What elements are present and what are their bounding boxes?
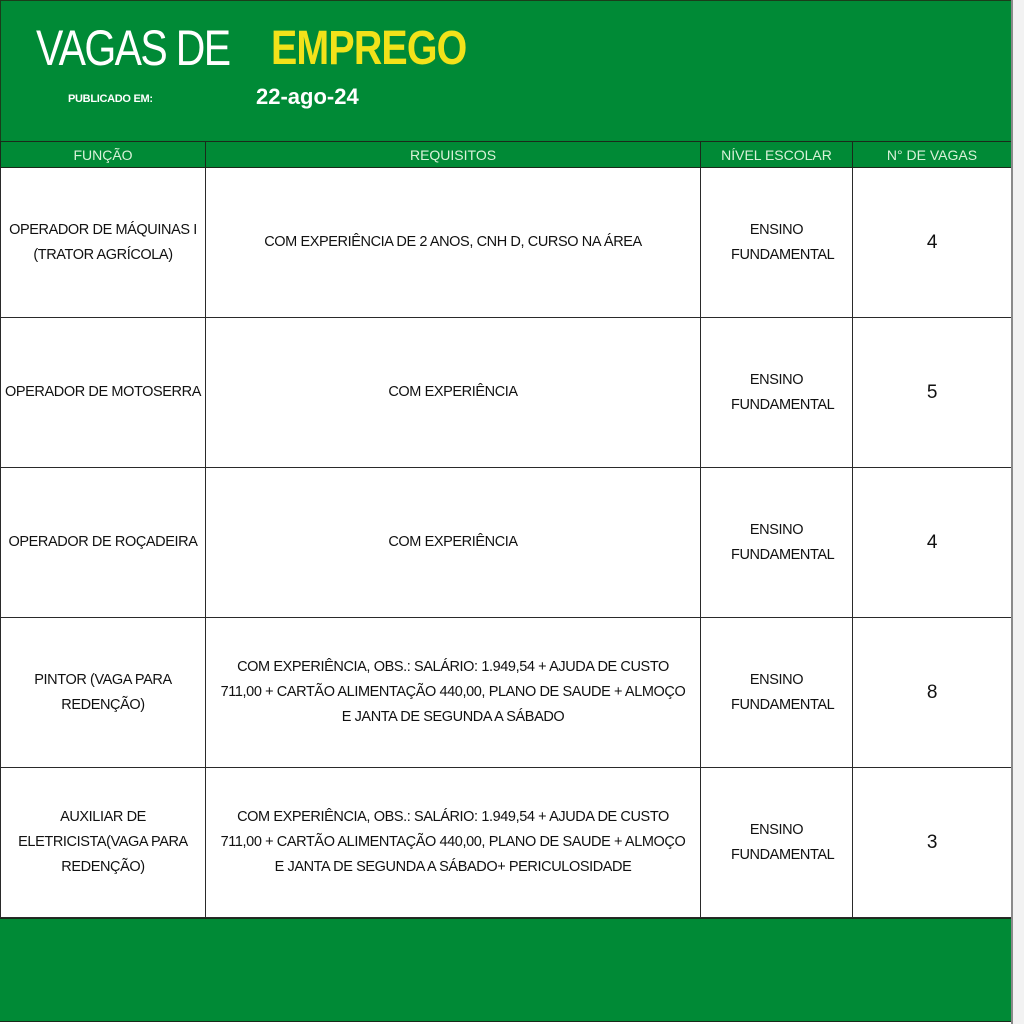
cell-vagas: 4 [853,468,1012,618]
cell-funcao: OPERADOR DE ROÇADEIRA [1,468,206,618]
title-vagas-de: VAGAS DE [36,20,230,76]
cell-vagas: 4 [853,168,1012,318]
cell-nivel: ENSINO FUNDAMENTAL [701,318,853,468]
table-row [1,618,1012,768]
cell-requisitos: COM EXPERIÊNCIA [206,468,701,618]
table-header-row [1,142,1012,168]
cell-requisitos: COM EXPERIÊNCIA, OBS.: SALÁRIO: 1.949,54 + AJUDA DE CUSTO 711,00 + CARTÃO ALIMENTAÇÃO 440,00, PLANO DE SAUDE + ALMOÇO E JANTA DE SEGUNDA A SÁBADO+ PERICULOSIDADE [206,768,701,918]
cell-funcao: OPERADOR DE MÁQUINAS I (TRATOR AGRÍCOLA) [1,168,206,318]
published-date: 22-ago-24 [256,84,359,109]
cell-requisitos: COM EXPERIÊNCIA, OBS.: SALÁRIO: 1.949,54 + AJUDA DE CUSTO 711,00 + CARTÃO ALIMENTAÇÃO 440,00, PLANO DE SAUDE + ALMOÇO E JANTA DE SEGUNDA A SÁBADO [206,618,701,768]
header-banner [0,0,1011,141]
published-label: PUBLICADO EM: [68,93,153,105]
title-emprego: EMPREGO [271,22,467,75]
table-row [1,168,1012,318]
cell-funcao: OPERADOR DE MOTOSERRA [1,318,206,468]
cell-vagas: 8 [853,618,1012,768]
cell-funcao: PINTOR (VAGA PARA REDENÇÃO) [1,618,206,768]
cell-nivel: ENSINO FUNDAMENTAL [701,468,853,618]
header-funcao: FUNÇÃO [1,142,206,168]
header-requisitos: REQUISITOS [206,142,701,168]
table-row [1,768,1012,918]
table-row [1,468,1012,618]
header-num-vagas: N° DE VAGAS [853,142,1012,168]
cell-requisitos: COM EXPERIÊNCIA DE 2 ANOS, CNH D, CURSO NA ÁREA [206,168,701,318]
cell-vagas: 3 [853,768,1012,918]
cell-funcao: AUXILIAR DE ELETRICISTA(VAGA PARA REDENÇÃO) [1,768,206,918]
cell-nivel: ENSINO FUNDAMENTAL [701,768,853,918]
cell-requisitos: COM EXPERIÊNCIA [206,318,701,468]
cell-nivel: ENSINO FUNDAMENTAL [701,618,853,768]
cell-vagas: 5 [853,318,1012,468]
jobs-table [0,141,1012,918]
scrollbar[interactable] [1011,0,1024,1024]
footer-banner [0,918,1011,1022]
table-row [1,318,1012,468]
cell-nivel: ENSINO FUNDAMENTAL [701,168,853,318]
header-nivel-escolar: NÍVEL ESCOLAR [701,142,853,168]
